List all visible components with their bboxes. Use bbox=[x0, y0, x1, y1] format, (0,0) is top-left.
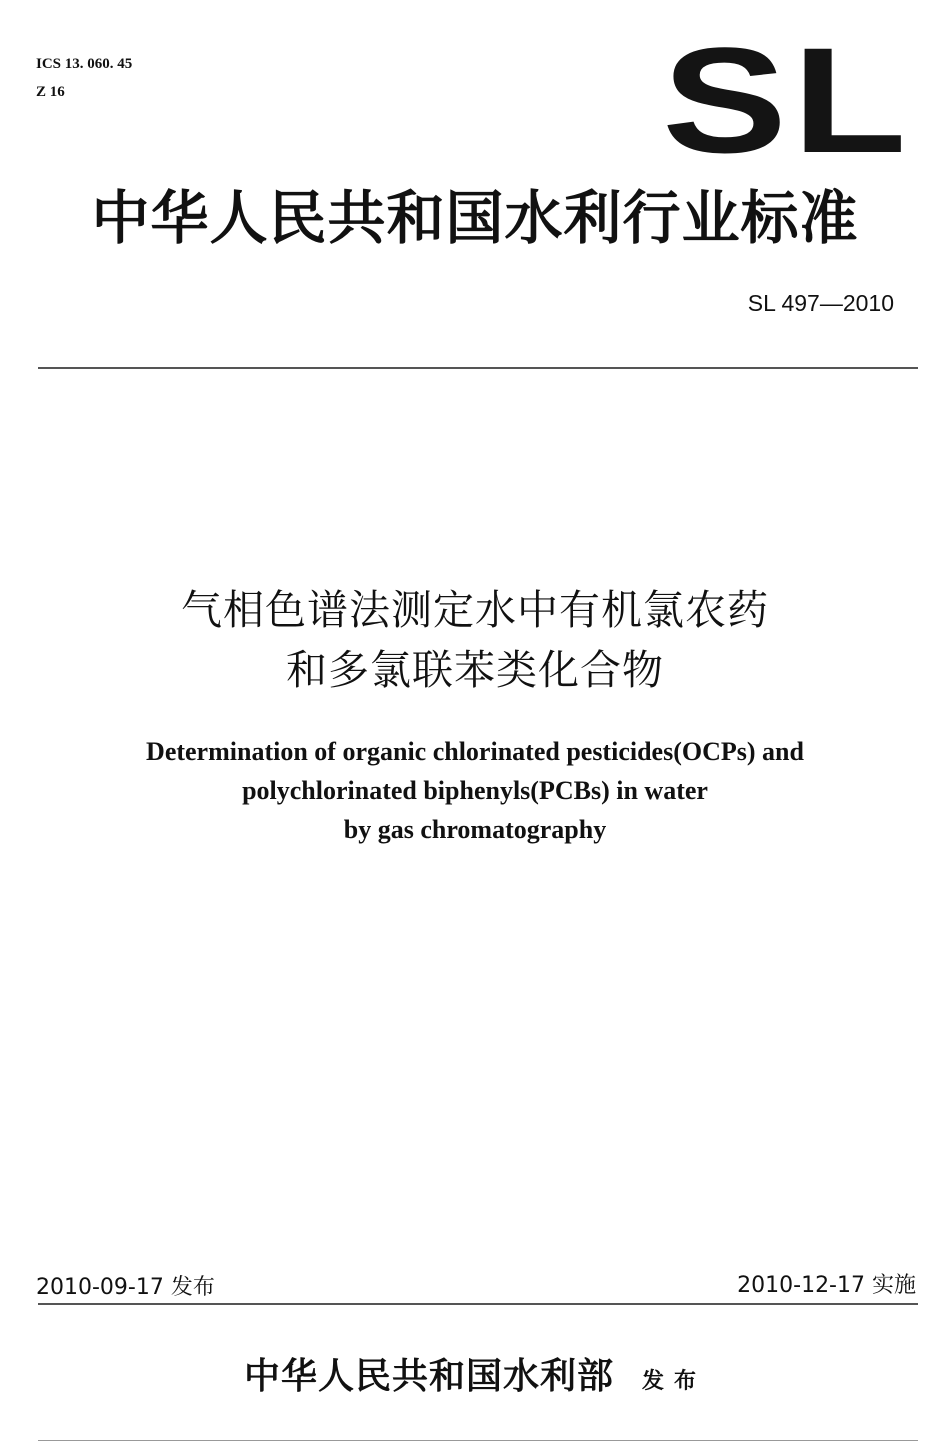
classification-block bbox=[36, 50, 132, 106]
footer-divider bbox=[38, 1303, 918, 1305]
chinese-title bbox=[0, 580, 950, 700]
english-title-line-2: polychlorinated biphenyls(PCBs) in water bbox=[242, 776, 708, 805]
english-title-line-3: by gas chromatography bbox=[343, 815, 607, 844]
publisher-name: 中华人民共和国水利部 bbox=[243, 1355, 614, 1397]
header-divider bbox=[38, 367, 918, 369]
issue-date: 2010-09-17 发布 bbox=[36, 1275, 215, 1300]
classification-code: Z 16 bbox=[36, 84, 65, 100]
chinese-title-line-2: 和多氯联苯类化合物 bbox=[286, 646, 664, 694]
english-title bbox=[0, 732, 950, 849]
bottom-edge-line bbox=[38, 1440, 918, 1441]
publisher-line bbox=[0, 1348, 950, 1399]
standard-number: SL 497—2010 bbox=[747, 290, 894, 316]
organization-title: 中华人民共和国水利行业标准 bbox=[91, 184, 859, 252]
english-title-line-1: Determination of organic chlorinated pesticides(OCPs) and bbox=[146, 737, 804, 766]
chinese-title-line-1: 气相色谱法测定水中有机氯农药 bbox=[181, 586, 769, 634]
publisher-action: 发布 bbox=[642, 1368, 707, 1394]
ics-code: ICS 13. 060. 45 bbox=[36, 56, 133, 72]
implementation-date: 2010-12-17 实施 bbox=[737, 1273, 916, 1298]
sl-logo: SL bbox=[662, 16, 912, 184]
